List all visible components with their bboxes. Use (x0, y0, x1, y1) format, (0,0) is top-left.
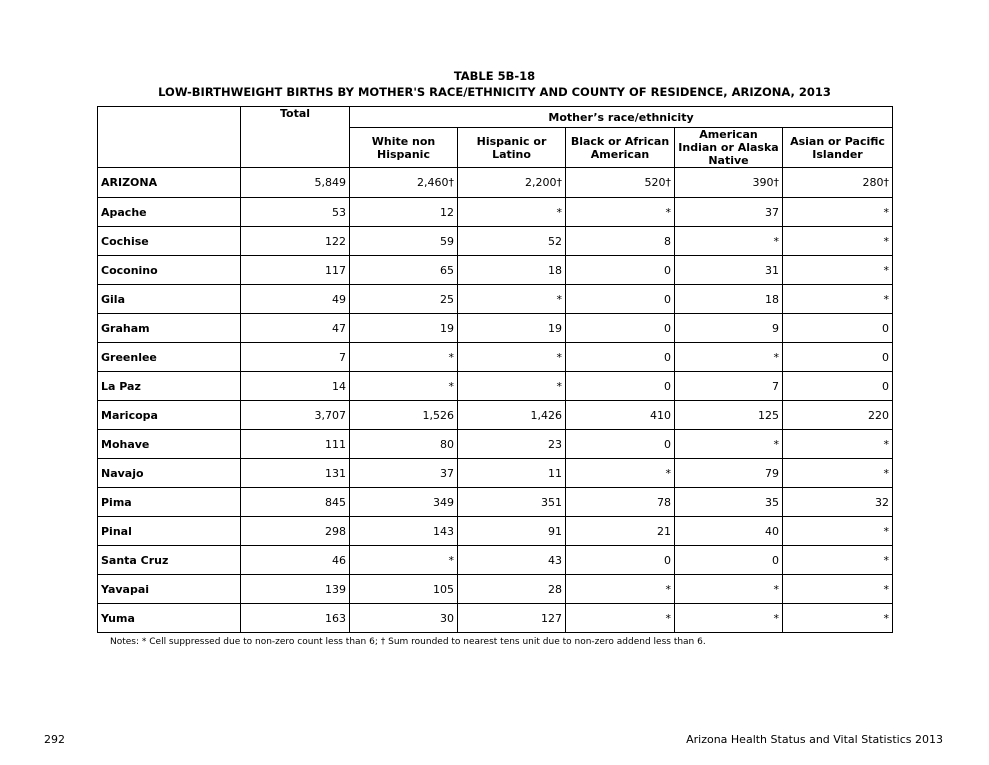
table-cell: 35 (675, 488, 783, 517)
table-cell: 49 (241, 285, 350, 314)
table-cell: 52 (458, 227, 566, 256)
table-cell: 37 (675, 198, 783, 227)
table-title: LOW-BIRTHWEIGHT BIRTHS BY MOTHER'S RACE/ETHNICITY AND COUNTY OF RESIDENCE, ARIZONA, 2013 (158, 85, 831, 99)
table-cell: 0 (783, 314, 893, 343)
page-number: 292 (44, 733, 65, 746)
race-ethnicity-group-header: Mother’s race/ethnicity (350, 107, 893, 128)
table-cell: * (458, 285, 566, 314)
corner-header-cell (98, 107, 241, 168)
table-cell: * (675, 343, 783, 372)
table-cell: * (350, 343, 458, 372)
row-label: Maricopa (98, 401, 241, 430)
table-notes: Notes: * Cell suppressed due to non-zero count less than 6; † Sum rounded to nearest tens unit due to non-zero addend less than 6. (110, 637, 706, 647)
table-cell: 59 (350, 227, 458, 256)
table-body (98, 168, 893, 633)
table-cell: 47 (241, 314, 350, 343)
table-cell: * (783, 546, 893, 575)
table-cell: 79 (675, 459, 783, 488)
table-cell: * (566, 198, 675, 227)
table-cell: 65 (350, 256, 458, 285)
table-cell: 9 (675, 314, 783, 343)
data-table (97, 106, 893, 633)
table-cell: 0 (783, 343, 893, 372)
table-cell: * (458, 372, 566, 401)
table-number: TABLE 5B-18 (453, 69, 536, 83)
table-cell: 5,849 (241, 168, 350, 198)
table-cell: 163 (241, 604, 350, 633)
row-label: Yuma (98, 604, 241, 633)
table-header (98, 107, 893, 168)
table-cell: 349 (350, 488, 458, 517)
table-cell: 14 (241, 372, 350, 401)
row-label: Navajo (98, 459, 241, 488)
table-cell: 0 (675, 546, 783, 575)
row-label: Coconino (98, 256, 241, 285)
table-cell: 0 (566, 285, 675, 314)
table-cell: 18 (675, 285, 783, 314)
table-cell: 11 (458, 459, 566, 488)
table-cell: 19 (458, 314, 566, 343)
table-cell: * (566, 604, 675, 633)
table-cell: * (783, 459, 893, 488)
table-cell: * (675, 604, 783, 633)
table-cell: 43 (458, 546, 566, 575)
table-cell: 220 (783, 401, 893, 430)
table-cell: 0 (566, 430, 675, 459)
table-cell: 0 (566, 372, 675, 401)
table-cell: 1,426 (458, 401, 566, 430)
table-cell: * (783, 604, 893, 633)
table-cell: 0 (566, 343, 675, 372)
table-cell: 25 (350, 285, 458, 314)
table-cell: 78 (566, 488, 675, 517)
column-header: American Indian or Alaska Native (675, 128, 783, 168)
table-cell: 122 (241, 227, 350, 256)
table-row (98, 198, 893, 227)
table-row (98, 256, 893, 285)
table-cell: 0 (566, 546, 675, 575)
row-label: ARIZONA (98, 168, 241, 198)
table-row (98, 401, 893, 430)
table-cell: 1,526 (350, 401, 458, 430)
table-cell: 2,200† (458, 168, 566, 198)
table-cell: 7 (675, 372, 783, 401)
row-label: Greenlee (98, 343, 241, 372)
table-cell: * (783, 285, 893, 314)
table-cell: 0 (783, 372, 893, 401)
table-cell: 3,707 (241, 401, 350, 430)
table-cell: 32 (783, 488, 893, 517)
table-cell: 143 (350, 517, 458, 546)
table-cell: 0 (566, 314, 675, 343)
table-cell: 351 (458, 488, 566, 517)
table-cell: * (675, 430, 783, 459)
column-header: White non Hispanic (350, 128, 458, 168)
table-cell: 23 (458, 430, 566, 459)
table-row (98, 488, 893, 517)
row-label: Gila (98, 285, 241, 314)
column-header: Asian or Pacific Islander (783, 128, 893, 168)
table-row (98, 343, 893, 372)
table-cell: 37 (350, 459, 458, 488)
table-cell: 40 (675, 517, 783, 546)
row-label: Cochise (98, 227, 241, 256)
table-cell: * (458, 343, 566, 372)
table-cell: 2,460† (350, 168, 458, 198)
row-label: La Paz (98, 372, 241, 401)
table-row (98, 372, 893, 401)
table-cell: 127 (458, 604, 566, 633)
row-label: Yavapai (98, 575, 241, 604)
table-cell: 131 (241, 459, 350, 488)
table-cell: 520† (566, 168, 675, 198)
publication-title: Arizona Health Status and Vital Statistics 2013 (686, 733, 943, 746)
table-row (98, 168, 893, 198)
table-cell: * (783, 575, 893, 604)
table-cell: 31 (675, 256, 783, 285)
table-cell: * (566, 459, 675, 488)
table-cell: * (675, 227, 783, 256)
table-cell: 111 (241, 430, 350, 459)
table-cell: 28 (458, 575, 566, 604)
table-cell: 845 (241, 488, 350, 517)
table-cell: 410 (566, 401, 675, 430)
table-cell: * (566, 575, 675, 604)
column-header: Hispanic or Latino (458, 128, 566, 168)
table-cell: * (783, 227, 893, 256)
table-cell: 105 (350, 575, 458, 604)
table-cell: 18 (458, 256, 566, 285)
table-cell: * (458, 198, 566, 227)
table-row (98, 314, 893, 343)
table-cell: 46 (241, 546, 350, 575)
table-cell: 0 (566, 256, 675, 285)
table-cell: 53 (241, 198, 350, 227)
table-cell: 91 (458, 517, 566, 546)
table-cell: * (783, 430, 893, 459)
table-cell: 21 (566, 517, 675, 546)
table-cell: 30 (350, 604, 458, 633)
table-row (98, 517, 893, 546)
table-row (98, 430, 893, 459)
table-cell: 8 (566, 227, 675, 256)
table-cell: 19 (350, 314, 458, 343)
table-cell: 7 (241, 343, 350, 372)
table-cell: 139 (241, 575, 350, 604)
table-cell: 117 (241, 256, 350, 285)
table-row (98, 285, 893, 314)
total-header: Total (241, 107, 350, 168)
row-label: Pima (98, 488, 241, 517)
table-row (98, 459, 893, 488)
table-row (98, 575, 893, 604)
column-header: Black or African American (566, 128, 675, 168)
table-cell: * (783, 256, 893, 285)
table-cell: * (350, 546, 458, 575)
table-cell: * (675, 575, 783, 604)
table-cell: 80 (350, 430, 458, 459)
table-row (98, 604, 893, 633)
row-label: Apache (98, 198, 241, 227)
table-cell: 125 (675, 401, 783, 430)
row-label: Graham (98, 314, 241, 343)
table-cell: * (350, 372, 458, 401)
row-label: Mohave (98, 430, 241, 459)
table-cell: 390† (675, 168, 783, 198)
table-cell: * (783, 517, 893, 546)
table-cell: * (783, 198, 893, 227)
table-cell: 298 (241, 517, 350, 546)
table-row (98, 227, 893, 256)
row-label: Pinal (98, 517, 241, 546)
table-cell: 12 (350, 198, 458, 227)
table-row (98, 546, 893, 575)
table-cell: 280† (783, 168, 893, 198)
row-label: Santa Cruz (98, 546, 241, 575)
